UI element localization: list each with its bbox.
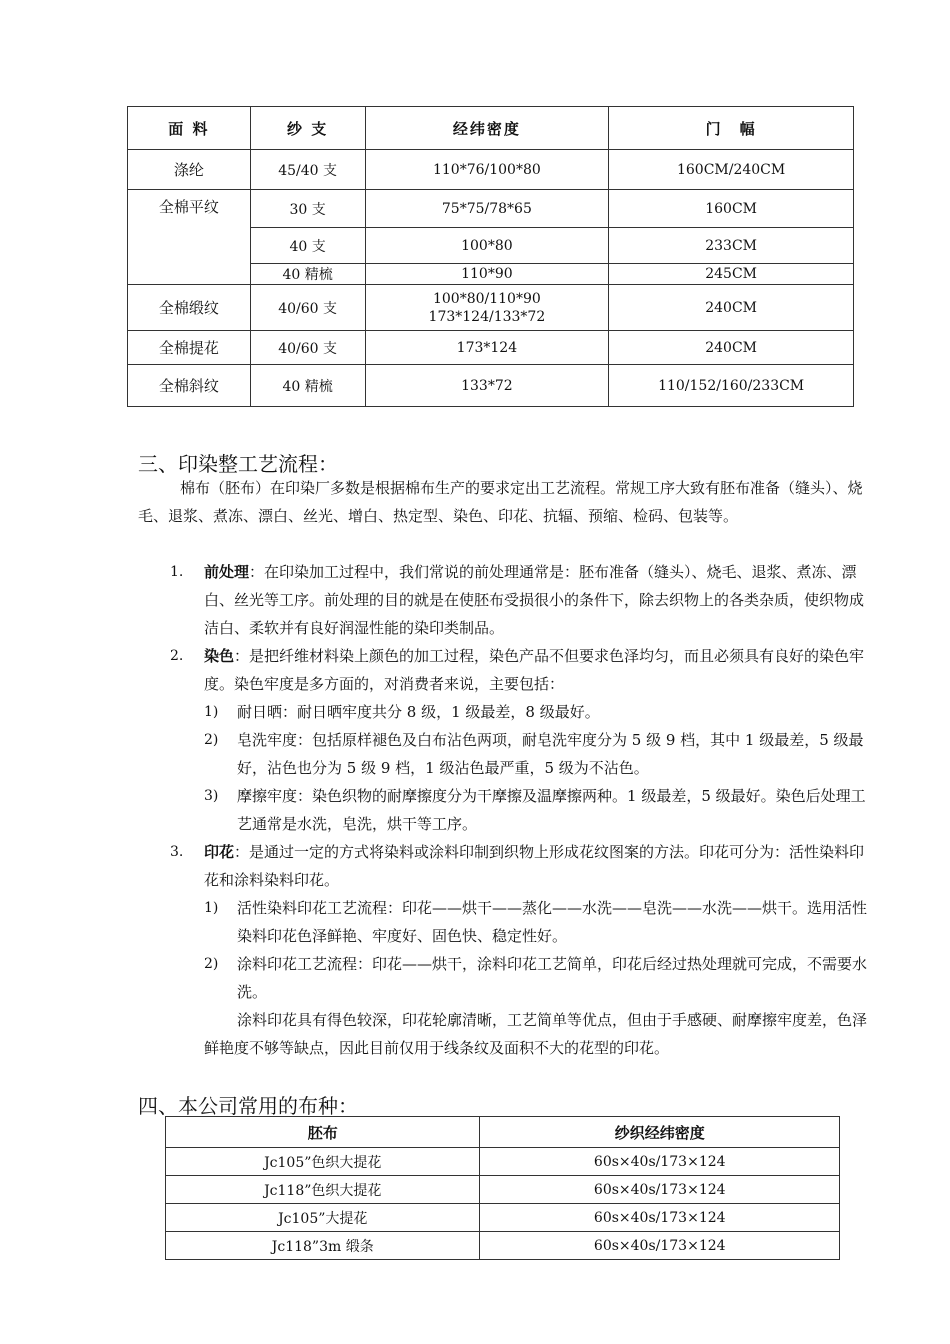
cell-width: 110/152/160/233CM [609,365,854,407]
cell-yarn: 40 支 [250,228,365,264]
item-dyeing [204,642,869,698]
cell-cloth: Jc105”大提花 [166,1204,480,1232]
header-width: 门 幅 [609,107,854,150]
item-number: 2. [170,648,184,664]
item-text: ：是通过一定的方式将染料或涂料印制到织物上形成花纹图案的方法。印花可分为：活性染料印花和涂料染料印花。 [204,843,865,889]
cell-fabric: 全棉平纹 [128,190,251,285]
cell-yarn: 40/60 支 [250,285,365,331]
cell-yarn: 40 精梳 [250,365,365,407]
subitem-lightfastness: 耐日晒：耐日晒牢度共分 8 级，1 级最差，8 级最好。 [237,703,600,721]
cell-fabric: 全棉斜纹 [128,365,251,407]
cell-density: 110*76/100*80 [365,150,609,190]
cell-width: 160CM [609,190,854,228]
table-row [166,1204,840,1232]
item-number: 1. [170,564,184,580]
density-line-1: 100*80/110*90 [432,290,541,307]
header-yarn-density: 纱织经纬密度 [480,1117,840,1148]
subitem-pigment-printing: 涂料印花工艺流程：印花——烘干，涂料印花工艺简单，印花后经过热处理就可完成，不需要水洗。 [237,955,868,1001]
cell-cloth: Jc105”色织大提花 [166,1148,480,1176]
cell-width: 233CM [609,228,854,264]
cell-density: 60s×40s/173×124 [480,1148,840,1176]
cell-fabric: 全棉提花 [128,331,251,365]
cell-fabric: 涤纶 [128,150,251,190]
cell-yarn: 40 精梳 [250,264,365,285]
header-fabric: 面 料 [128,107,251,150]
table-row [128,331,854,365]
header-density: 经纬密度 [365,107,609,150]
cell-density: 133*72 [365,365,609,407]
cell-yarn: 40/60 支 [250,331,365,365]
subitem-number: 2) [204,956,219,972]
item-printing [204,838,869,894]
item-title: 印花 [204,843,235,861]
cell-width: 240CM [609,331,854,365]
cell-fabric: 全棉缎纹 [128,285,251,331]
fabric-spec-table [127,106,854,407]
item-text: ：是把纤维材料染上颜色的加工过程，染色产品不但要求色泽均匀，而且必须具有良好的染色牢度。染色牢度是多方面的，对消费者来说，主要包括： [204,647,865,693]
table-row [166,1148,840,1176]
cell-density: 110*90 [365,264,609,285]
table-row [166,1176,840,1204]
cell-yarn: 45/40 支 [250,150,365,190]
section3-heading: 三、印染整工艺流程： [138,452,338,476]
table-row [166,1232,840,1260]
item-number: 3. [170,844,184,860]
table-row [128,190,854,228]
table-row [128,285,854,331]
item-pretreatment [204,558,869,642]
cell-yarn: 30 支 [250,190,365,228]
cell-width: 245CM [609,264,854,285]
item-text: ：在印染加工过程中，我们常说的前处理通常是：胚布准备（缝头）、烧毛、退浆、煮冻、漂白、丝光等工序。前处理的目的就是在使胚布受损很小的条件下，除去织物上的各类杂质，使织物成洁白、柔软并有良好润湿性能的染印类制品。 [204,563,865,637]
company-fabric-table [165,1116,840,1260]
section3-intro: 棉布（胚布）在印染厂多数是根据棉布生产的要求定出工艺流程。常规工序大致有胚布准备（缝头）、烧毛、退浆、煮冻、漂白、丝光、增白、热定型、染色、印花、抗辐、预缩、检码、包装等。 [138,479,863,525]
cell-cloth: Jc118”3m 缎条 [166,1232,480,1260]
cell-density: 75*75/78*65 [365,190,609,228]
subitem-number: 2) [204,732,219,748]
section4-heading: 四、本公司常用的布种： [138,1094,358,1118]
density-line-2: 173*124/133*72 [428,308,546,325]
cell-density: 60s×40s/173×124 [480,1204,840,1232]
cell-density [365,285,609,331]
header-grey-cloth: 胚布 [166,1117,480,1148]
subitem-rubfastness: 摩擦牢度：染色织物的耐摩擦度分为干摩擦及温摩擦两种。1 级最差，5 级最好。染色后处理工艺通常是水洗，皂洗，烘干等工序。 [237,787,866,833]
item-title: 染色 [204,647,235,665]
cell-density: 60s×40s/173×124 [480,1176,840,1204]
subitem-number: 1) [204,704,219,720]
item-title: 前处理 [204,563,250,581]
cell-density: 100*80 [365,228,609,264]
printing-closing-paragraph: 涂料印花具有得色较深，印花轮廓清晰，工艺简单等优点，但由于手感硬、耐摩擦牢度差，色泽鲜艳度不够等缺点，因此目前仅用于线条纹及面积不大的花型的印花。 [204,1011,868,1057]
subitem-washfastness: 皂洗牢度：包括原样褪色及白布沾色两项，耐皂洗牢度分为 5 级 9 档，其中 1 级最差，5 级最好，沾色也分为 5 级 9 档，1 级沾色最严重，5 级为不沾色。 [237,731,864,777]
table-row [128,365,854,407]
cell-width: 160CM/240CM [609,150,854,190]
subitem-reactive-printing: 活性染料印花工艺流程：印花——烘干——蒸化——水洗——皂洗——水洗——烘干。选用活性染料印花色泽鲜艳、牢度好、固色快、稳定性好。 [237,899,868,945]
header-yarn: 纱 支 [250,107,365,150]
table-row [128,150,854,190]
cell-cloth: Jc118”色织大提花 [166,1176,480,1204]
cell-width: 240CM [609,285,854,331]
cell-density: 60s×40s/173×124 [480,1232,840,1260]
subitem-number: 1) [204,900,219,916]
cell-density: 173*124 [365,331,609,365]
subitem-number: 3) [204,788,219,804]
